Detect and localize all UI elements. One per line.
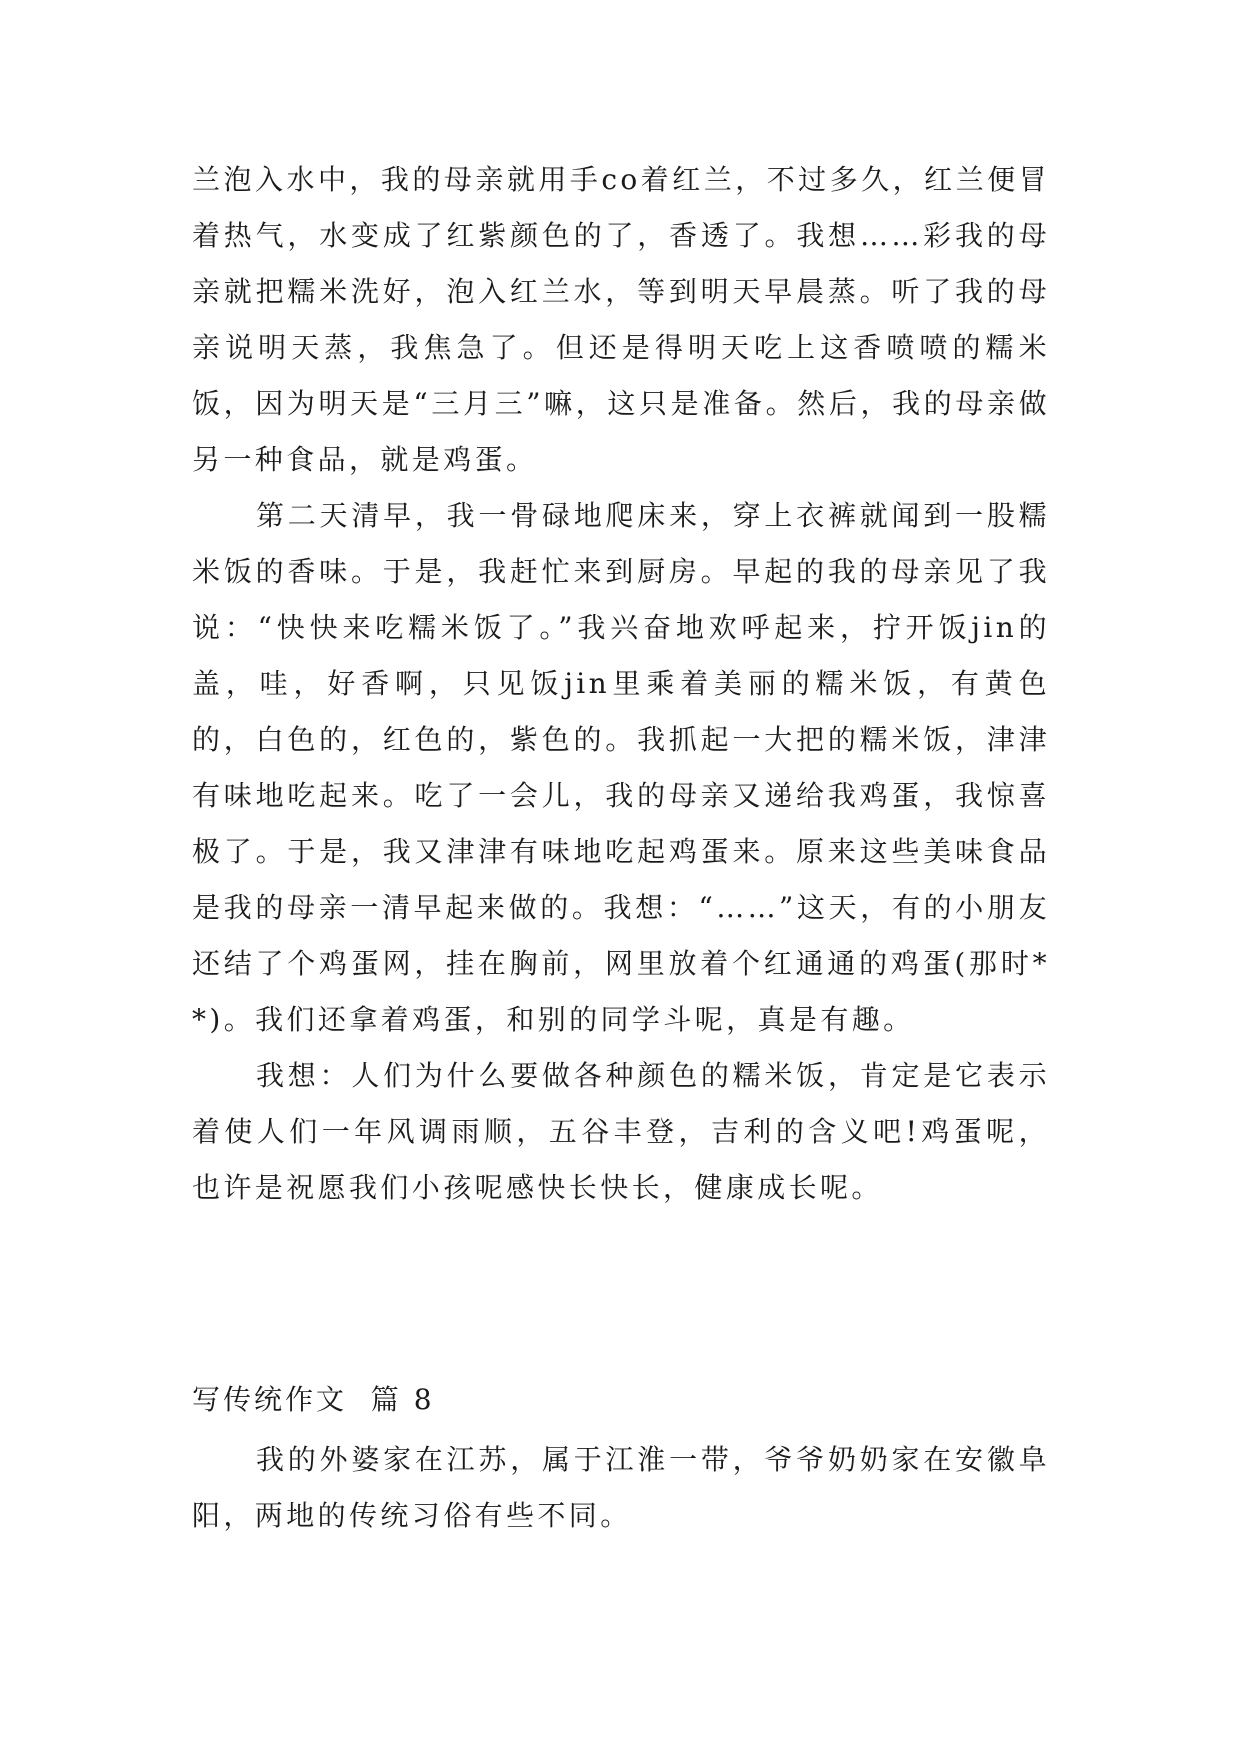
section-paragraph-1: 我的外婆家在江苏，属于江淮一带，爷爷奶奶家在安徽阜阳，两地的传统习俗有些不同。 [192, 1443, 1050, 1532]
body-text-upper [192, 152, 1050, 1216]
paragraph-3: 我想：人们为什么要做各种颜色的糯米饭，肯定是它表示着使人们一年风调雨顺，五谷丰登，吉利的含义吧!鸡蛋呢，也许是祝愿我们小孩呢感快长快长，健康成长呢。 [192, 1059, 1050, 1204]
paragraph-1: 兰泡入水中，我的母亲就用手co着红兰，不过多久，红兰便冒着热气，水变成了红紫颜色的了，香透了。我想……彩我的母亲就把糯米洗好，泡入红兰水，等到明天早晨蒸。听了我的母亲说明天蒸，我焦急了。但还是得明天吃上这香喷喷的糯米饭，因为明天是“三月三”嘛，这只是准备。然后，我的母亲做另一种食品，就是鸡蛋。 [192, 163, 1050, 476]
section-heading: 写传统作文 篇 8 [192, 1383, 435, 1416]
paragraph-2: 第二天清早，我一骨碌地爬床来，穿上衣裤就闻到一股糯米饭的香味。于是，我赶忙来到厨房。早起的我的母亲见了我说：“快快来吃糯米饭了。”我兴奋地欢呼起来，拧开饭jin的盖，哇，好香啊，只见饭jin里乘着美丽的糯米饭，有黄色的，白色的，红色的，紫色的。我抓起一大把的糯米饭，津津有味地吃起来。吃了一会儿，我的母亲又递给我鸡蛋，我惊喜极了。于是，我又津津有味地吃起鸡蛋来。原来这些美味食品是我的母亲一清早起来做的。我想：“……”这天，有的小朋友还结了个鸡蛋网，挂在胸前，网里放着个红通通的鸡蛋(那时**)。我们还拿着鸡蛋，和别的同学斗呢，真是有趣。 [192, 499, 1050, 1036]
body-text-lower [192, 1432, 1050, 1544]
